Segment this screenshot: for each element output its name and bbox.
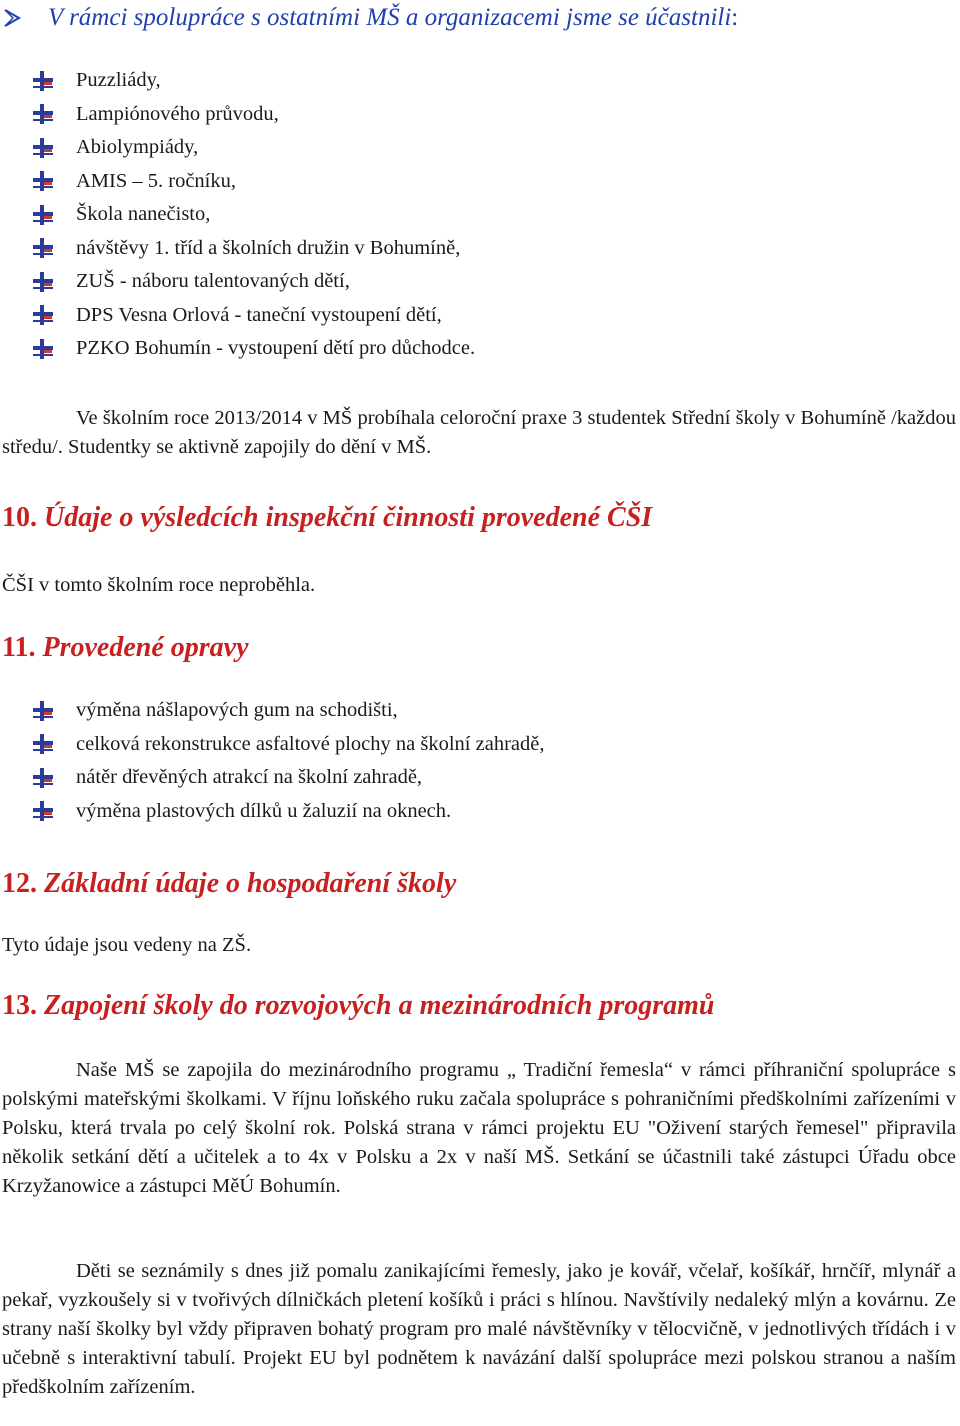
list-item bbox=[32, 64, 475, 98]
list-item-text: Abiolympiády, bbox=[76, 136, 199, 159]
list-item bbox=[32, 198, 475, 232]
cross-bullet-icon bbox=[32, 271, 54, 293]
list-item-text: celková rekonstrukce asfaltové plochy na školní zahradě, bbox=[76, 732, 545, 755]
cross-bullet-icon bbox=[32, 237, 54, 259]
list-item-text: DPS Vesna Orlová - taneční vystoupení dětí, bbox=[76, 303, 442, 326]
list-item-text: AMIS – 5. ročníku, bbox=[76, 169, 237, 192]
list-item bbox=[32, 761, 544, 795]
list-item bbox=[32, 299, 475, 333]
collaboration-heading-text: V rámci spolupráce s ostatními MŠ a organizacemi jsme se účastnili bbox=[48, 4, 732, 31]
repairs-list bbox=[32, 694, 544, 828]
section-12-title: Základní údaje o hospodaření školy bbox=[44, 868, 457, 899]
list-item bbox=[32, 728, 544, 762]
cross-bullet-icon bbox=[32, 103, 54, 125]
list-item bbox=[32, 795, 544, 829]
list-item-text: ZUŠ - náboru talentovaných dětí, bbox=[76, 270, 350, 293]
list-item bbox=[32, 332, 475, 366]
list-item bbox=[32, 265, 475, 299]
list-item-text: nátěr dřevěných atrakcí na školní zahradě, bbox=[76, 766, 423, 789]
list-item-text: PZKO Bohumín - vystoupení dětí pro důchodce. bbox=[76, 337, 476, 360]
list-item bbox=[32, 232, 475, 266]
section-13-title: Zapojení školy do rozvojových a mezinárodních programů bbox=[44, 990, 715, 1021]
collaboration-heading bbox=[0, 4, 738, 32]
section-10-number: 10. bbox=[2, 502, 37, 533]
section-12-number: 12. bbox=[2, 868, 37, 899]
practice-paragraph-text: Ve školním roce 2013/2014 v MŠ probíhala celoroční praxe 3 studentek Střední školy v Bohumíně /každou středu/. Studentky se aktivně zapojily do dění v MŠ. bbox=[2, 407, 956, 458]
list-item-text: výměna nášlapových gum na schodišti, bbox=[76, 699, 398, 722]
section-11-heading bbox=[2, 632, 249, 664]
practice-paragraph bbox=[2, 404, 956, 462]
programme-paragraph-2 bbox=[2, 1257, 956, 1402]
list-item bbox=[32, 165, 475, 199]
section-11-title: Provedené opravy bbox=[42, 632, 249, 663]
collaboration-heading-colon: : bbox=[731, 4, 739, 31]
list-item-text: Lampiónového průvodu, bbox=[76, 102, 279, 125]
section-11-number: 11. bbox=[2, 632, 36, 663]
section-12-heading bbox=[2, 868, 456, 900]
list-item-text: výměna plastových dílků u žaluzií na oknech. bbox=[76, 799, 452, 822]
cross-bullet-icon bbox=[32, 204, 54, 226]
list-item bbox=[32, 98, 475, 132]
list-item bbox=[32, 694, 544, 728]
arrow-bullet-icon bbox=[2, 7, 24, 29]
section-10-text: ČŠI v tomto školním roce neproběhla. bbox=[2, 574, 316, 596]
cross-bullet-icon bbox=[32, 170, 54, 192]
list-item bbox=[32, 131, 475, 165]
programme-paragraph-1-text: Naše MŠ se zapojila do mezinárodního programu „ Tradiční řemesla“ v rámci příhraniční spolupráce s polskými mateřskými školkami. V říjnu loňského ruku začala spolupráce s pohraničními předškolními zařízeními v Polsku, která trvala po celý školní rok. Polská strana v rámci projektu EU "Oživení starých řemesel" připravila několik setkání dětí a učitelek a to 4x v Polsku a 2x v naší MŠ. Setkání se účastnili také zástupci Úřadu obce Krzyžanowice a zástupci MěÚ Bohumín. bbox=[2, 1059, 956, 1197]
cross-bullet-icon bbox=[32, 767, 54, 789]
section-13-number: 13. bbox=[2, 990, 37, 1021]
list-item-text: Puzzliády, bbox=[76, 69, 161, 92]
section-10-title: Údaje o výsledcích inspekční činnosti provedené ČŠI bbox=[44, 502, 653, 533]
list-item-text: Škola nanečisto, bbox=[76, 203, 211, 226]
programme-paragraph-2-text: Děti se seznámily s dnes již pomalu zanikajícími řemesly, jako je kovář, včelař, košíkář, hrnčíř, mlynář a pekař, vyzkoušely si v tvořivých dílničkách pletení košíků i práci s hlínou. Navštívily nedaleký mlýn a kovárnu. Ze strany naší školky byl vždy připraven bohatý program pro malé návštěvníky v tělocvičně, v jednotlivých třídách i v učebně s interaktivní tabulí. Projekt EU byl podnětem k navázání další spolupráce mezi polskou stranou a naším předškolním zařízením. bbox=[2, 1260, 956, 1398]
cross-bullet-icon bbox=[32, 800, 54, 822]
cross-bullet-icon bbox=[32, 733, 54, 755]
cross-bullet-icon bbox=[32, 304, 54, 326]
cross-bullet-icon bbox=[32, 700, 54, 722]
programme-paragraph-1 bbox=[2, 1056, 956, 1201]
participation-list bbox=[32, 64, 475, 366]
section-10-heading bbox=[2, 502, 652, 534]
cross-bullet-icon bbox=[32, 338, 54, 360]
list-item-text: návštěvy 1. tříd a školních družin v Bohumíně, bbox=[76, 236, 461, 259]
cross-bullet-icon bbox=[32, 70, 54, 92]
section-13-heading bbox=[2, 990, 714, 1022]
cross-bullet-icon bbox=[32, 137, 54, 159]
section-12-text: Tyto údaje jsou vedeny na ZŠ. bbox=[2, 934, 252, 956]
